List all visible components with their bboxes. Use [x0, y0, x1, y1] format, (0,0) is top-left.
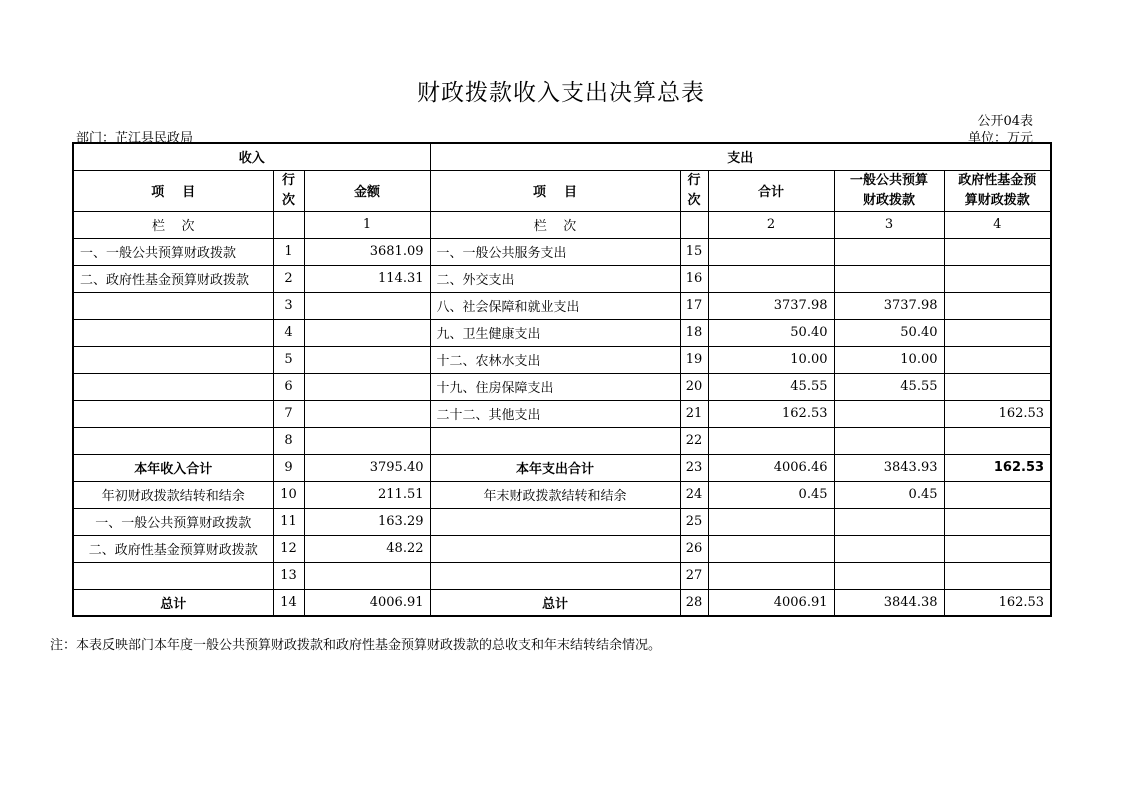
expense-total-cell [708, 562, 834, 589]
col-index-2: 2 [708, 211, 834, 238]
expense-total-header: 合计 [708, 170, 834, 211]
expense-item-cell: 年末财政拨款结转和结余 [430, 481, 680, 508]
income-item-cell [73, 319, 273, 346]
gov-fund-cell [944, 508, 1051, 535]
general-budget-cell: 3844.38 [834, 589, 944, 616]
expense-line-no-cell: 28 [680, 589, 708, 616]
expense-total-cell [708, 238, 834, 265]
line-no-header-1: 行 [687, 172, 701, 188]
table-row [73, 319, 1051, 346]
expense-total-cell: 50.40 [708, 319, 834, 346]
general-budget-header [834, 170, 944, 211]
income-item-header: 项 目 [73, 170, 273, 211]
expense-line-no-cell: 20 [680, 373, 708, 400]
table-row [73, 454, 1051, 481]
general-budget-cell [834, 400, 944, 427]
general-budget-cell: 50.40 [834, 319, 944, 346]
gov-fund-cell [944, 373, 1051, 400]
income-line-no-cell: 7 [273, 400, 304, 427]
department-label: 部门：芷江县民政局 [76, 131, 194, 146]
gov-fund-cell [944, 481, 1051, 508]
income-item-cell: 本年收入合计 [73, 454, 273, 481]
income-amount-cell [304, 319, 430, 346]
income-item-cell [73, 292, 273, 319]
income-line-no-cell: 2 [273, 265, 304, 292]
gov-fund-cell [944, 346, 1051, 373]
expense-total-cell [708, 535, 834, 562]
income-line-no-cell: 3 [273, 292, 304, 319]
expense-total-cell: 4006.91 [708, 589, 834, 616]
col-index-1: 1 [304, 211, 430, 238]
financial-summary-table [72, 142, 1052, 617]
gov-fund-cell [944, 265, 1051, 292]
income-line-no-cell: 11 [273, 508, 304, 535]
income-line-no-cell: 1 [273, 238, 304, 265]
expense-column-label: 栏 次 [430, 211, 680, 238]
line-no-header-2: 次 [687, 192, 701, 208]
expense-line-no-cell: 19 [680, 346, 708, 373]
section-header-row [73, 143, 1051, 170]
expense-item-cell: 二、外交支出 [430, 265, 680, 292]
income-amount-cell [304, 346, 430, 373]
empty-cell [680, 211, 708, 238]
income-amount-cell [304, 373, 430, 400]
table-row [73, 346, 1051, 373]
gov-fund-cell [944, 562, 1051, 589]
income-line-no-cell: 4 [273, 319, 304, 346]
income-item-cell [73, 400, 273, 427]
expense-item-cell [430, 535, 680, 562]
general-budget-cell [834, 238, 944, 265]
column-header-row [73, 170, 1051, 211]
expense-item-cell: 本年支出合计 [430, 454, 680, 481]
income-line-no-cell: 8 [273, 427, 304, 454]
form-code: 公开04表 [977, 114, 1033, 129]
unit-label: 单位：万元 [967, 131, 1033, 146]
expense-section-header: 支出 [430, 143, 1051, 170]
table-row [73, 589, 1051, 616]
expense-line-no-cell: 17 [680, 292, 708, 319]
income-line-no-cell: 5 [273, 346, 304, 373]
gov-fund-cell [944, 238, 1051, 265]
income-line-no-cell: 9 [273, 454, 304, 481]
data-rows [73, 238, 1051, 616]
expense-line-no-cell: 26 [680, 535, 708, 562]
income-line-no-cell: 6 [273, 373, 304, 400]
table-row [73, 535, 1051, 562]
expense-line-no-cell: 23 [680, 454, 708, 481]
table-row [73, 265, 1051, 292]
expense-line-no-cell: 24 [680, 481, 708, 508]
expense-item-cell: 十九、住房保障支出 [430, 373, 680, 400]
expense-item-cell: 一、一般公共服务支出 [430, 238, 680, 265]
income-amount-header: 金额 [304, 170, 430, 211]
col-index-4: 4 [944, 211, 1051, 238]
column-index-row [73, 211, 1051, 238]
expense-line-no-header [680, 170, 708, 211]
expense-total-cell: 3737.98 [708, 292, 834, 319]
line-no-header-1: 行 [281, 172, 295, 188]
expense-total-cell: 45.55 [708, 373, 834, 400]
expense-line-no-cell: 21 [680, 400, 708, 427]
expense-line-no-cell: 18 [680, 319, 708, 346]
income-column-label: 栏 次 [73, 211, 273, 238]
empty-cell [273, 211, 304, 238]
expense-line-no-cell: 15 [680, 238, 708, 265]
table-row [73, 481, 1051, 508]
expense-total-cell: 0.45 [708, 481, 834, 508]
gov-fund-cell [944, 292, 1051, 319]
income-item-cell [73, 562, 273, 589]
income-amount-cell: 3795.40 [304, 454, 430, 481]
line-no-header-2: 次 [281, 192, 295, 208]
expense-line-no-cell: 25 [680, 508, 708, 535]
income-line-no-cell: 13 [273, 562, 304, 589]
table-row [73, 562, 1051, 589]
general-budget-cell [834, 265, 944, 292]
income-amount-cell: 163.29 [304, 508, 430, 535]
income-item-cell [73, 373, 273, 400]
income-line-no-cell: 12 [273, 535, 304, 562]
expense-item-header: 项 目 [430, 170, 680, 211]
gov-fund-cell: 162.53 [944, 400, 1051, 427]
income-amount-cell [304, 292, 430, 319]
expense-line-no-cell: 16 [680, 265, 708, 292]
expense-item-cell: 总计 [430, 589, 680, 616]
general-budget-cell: 3843.93 [834, 454, 944, 481]
table-row [73, 508, 1051, 535]
table-row [73, 427, 1051, 454]
gov-fund-cell [944, 319, 1051, 346]
income-item-cell [73, 346, 273, 373]
general-budget-cell [834, 508, 944, 535]
income-amount-cell: 211.51 [304, 481, 430, 508]
general-budget-cell: 0.45 [834, 481, 944, 508]
general-budget-cell [834, 427, 944, 454]
general-budget-cell: 10.00 [834, 346, 944, 373]
general-budget-cell [834, 562, 944, 589]
gov-fund-cell [944, 535, 1051, 562]
income-amount-cell: 48.22 [304, 535, 430, 562]
income-amount-cell [304, 427, 430, 454]
gov-fund-header-1: 政府性基金预 [958, 172, 1037, 188]
income-item-cell: 年初财政拨款结转和结余 [73, 481, 273, 508]
expense-item-cell: 二十二、其他支出 [430, 400, 680, 427]
expense-item-cell: 十二、农林水支出 [430, 346, 680, 373]
general-budget-cell: 45.55 [834, 373, 944, 400]
expense-total-cell [708, 508, 834, 535]
income-item-cell: 二、政府性基金预算财政拨款 [73, 535, 273, 562]
table-row [73, 373, 1051, 400]
general-budget-header-1: 一般公共预算 [849, 172, 928, 188]
expense-line-no-cell: 27 [680, 562, 708, 589]
expense-total-cell: 10.00 [708, 346, 834, 373]
gov-fund-cell [944, 427, 1051, 454]
income-item-cell [73, 427, 273, 454]
income-amount-cell [304, 400, 430, 427]
expense-line-no-cell: 22 [680, 427, 708, 454]
expense-item-cell: 八、社会保障和就业支出 [430, 292, 680, 319]
col-index-3: 3 [834, 211, 944, 238]
income-item-cell: 一、一般公共预算财政拨款 [73, 508, 273, 535]
table-row [73, 292, 1051, 319]
expense-total-cell: 162.53 [708, 400, 834, 427]
gov-fund-header-2: 算财政拨款 [964, 192, 1030, 208]
income-amount-cell [304, 562, 430, 589]
gov-fund-cell: 162.53 [944, 589, 1051, 616]
expense-total-cell [708, 265, 834, 292]
general-budget-header-2: 财政拨款 [862, 192, 915, 208]
expense-item-cell [430, 508, 680, 535]
expense-item-cell: 九、卫生健康支出 [430, 319, 680, 346]
expense-item-cell [430, 562, 680, 589]
income-line-no-header [273, 170, 304, 211]
expense-total-cell [708, 427, 834, 454]
expense-total-cell: 4006.46 [708, 454, 834, 481]
general-budget-cell [834, 535, 944, 562]
table-row [73, 238, 1051, 265]
income-amount-cell: 3681.09 [304, 238, 430, 265]
table-row [73, 400, 1051, 427]
expense-item-cell [430, 427, 680, 454]
footnote: 注：本表反映部门本年度一般公共预算财政拨款和政府性基金预算财政拨款的总收支和年末结转结余情况。 [50, 638, 662, 653]
income-amount-cell: 4006.91 [304, 589, 430, 616]
income-section-header: 收入 [73, 143, 430, 170]
income-item-cell: 一、一般公共预算财政拨款 [73, 238, 273, 265]
income-line-no-cell: 10 [273, 481, 304, 508]
gov-fund-cell: 162.53 [944, 454, 1051, 481]
page-title: 财政拨款收入支出决算总表 [417, 80, 705, 106]
income-item-cell: 二、政府性基金预算财政拨款 [73, 265, 273, 292]
gov-fund-header [944, 170, 1051, 211]
income-item-cell: 总计 [73, 589, 273, 616]
income-line-no-cell: 14 [273, 589, 304, 616]
general-budget-cell: 3737.98 [834, 292, 944, 319]
income-amount-cell: 114.31 [304, 265, 430, 292]
